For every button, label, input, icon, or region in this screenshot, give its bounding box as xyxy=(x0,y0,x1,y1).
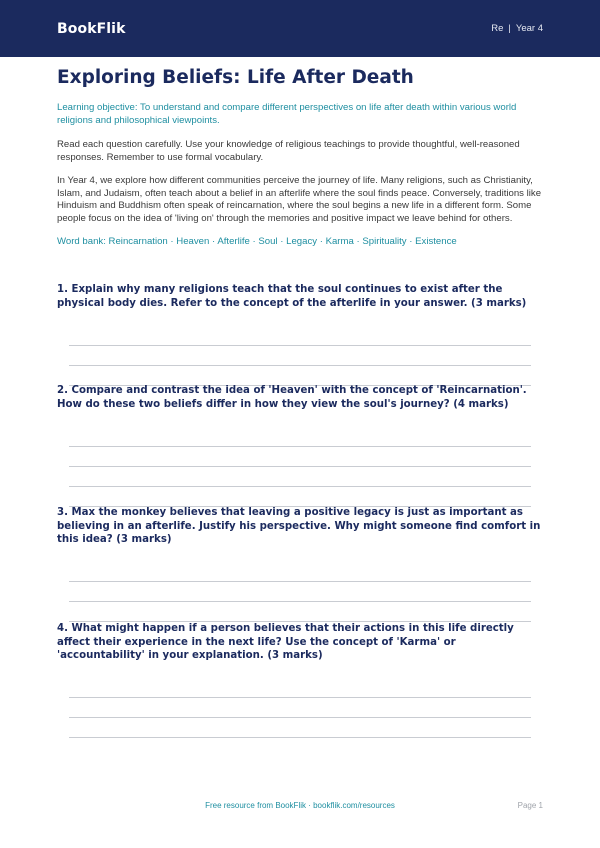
answer-line[interactable] xyxy=(69,486,531,487)
page-footer xyxy=(0,801,600,815)
page-title: Exploring Beliefs: Life After Death xyxy=(57,67,414,88)
year-label: Year 4 xyxy=(515,23,543,34)
worksheet-intro xyxy=(57,65,543,249)
instructions-text: Read each question carefully. Use your knowledge of religious teachings to provide thoughtful, well-reasoned responses. Remember to use formal vocabulary. xyxy=(57,139,520,163)
page-header xyxy=(0,0,600,57)
word-bank: Word bank: Reincarnation · Heaven · Afterlife · Soul · Legacy · Karma · Spirituality · Existence xyxy=(57,236,457,247)
question-4 xyxy=(57,622,543,663)
header-meta xyxy=(491,23,543,34)
question-text: 2. Compare and contrast the idea of 'Heaven' with the concept of 'Reincarnation'. How do these two beliefs differ in how they view the soul's journey? (4 marks) xyxy=(57,385,527,410)
answer-line[interactable] xyxy=(69,581,531,582)
question-3 xyxy=(57,506,543,547)
page-number: Page 1 xyxy=(517,801,543,810)
footer-resource-link[interactable]: Free resource from BookFlik · bookflik.com/resources xyxy=(205,801,395,810)
answer-line[interactable] xyxy=(69,697,531,698)
answer-line[interactable] xyxy=(69,717,531,718)
answer-line[interactable] xyxy=(69,601,531,602)
question-1 xyxy=(57,283,543,310)
question-text: 3. Max the monkey believes that leaving a positive legacy is just as important as believing in an afterlife. Justify his perspective. Why might someone find comfort in this idea? (3 marks) xyxy=(57,507,541,546)
question-text: 1. Explain why many religions teach that the soul continues to exist after the physical body dies. Refer to the concept of the afterlife in your answer. (3 marks) xyxy=(57,284,527,309)
answer-line[interactable] xyxy=(69,466,531,467)
learning-objective: Learning objective: To understand and compare different perspectives on life after death within various world religions and philosophical viewpoints. xyxy=(57,102,517,126)
intro-paragraph: In Year 4, we explore how different communities perceive the journey of life. Many religions, such as Christianity, Islam, and Judaism, often teach about a belief in an afterlife where the soul finds peace. Conversely, traditions like Hinduism and Buddhism often speak of reincarnation, where the soul begins a new life in a different form. Some people focus on the idea of 'living on' through the memories and positive impact we leave behind for others. xyxy=(57,175,542,224)
answer-line[interactable] xyxy=(69,737,531,738)
meta-separator: | xyxy=(508,23,511,34)
question-text: 4. What might happen if a person believes that their actions in this life directly affect their experience in the next life? Use the concept of 'Karma' or 'accountability' in your explanation. (3 marks) xyxy=(57,623,514,662)
question-2 xyxy=(57,384,543,411)
brand-logo: BookFlik xyxy=(57,20,126,37)
subject-label: Re xyxy=(491,23,504,34)
answer-line[interactable] xyxy=(69,365,531,366)
answer-line[interactable] xyxy=(69,345,531,346)
answer-line[interactable] xyxy=(69,446,531,447)
